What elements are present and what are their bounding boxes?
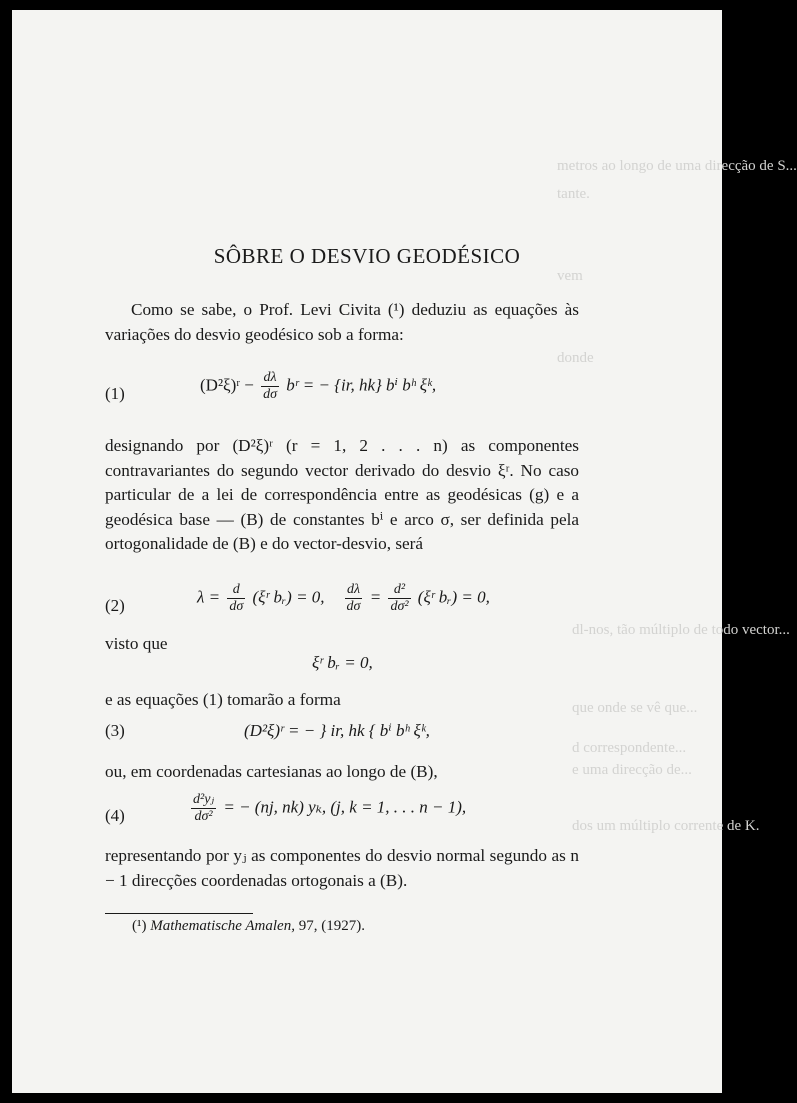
eq2-lhs: λ =	[197, 587, 221, 607]
equation-number: (1)	[105, 384, 125, 403]
paragraph-intro: Como se sabe, o Prof. Levi Civita (¹) deduziu as equações às variações do desvio geodésico sob a forma:	[105, 300, 579, 344]
footnote-source: Mathematische Amalen,	[150, 918, 295, 934]
eq2-fraction-b	[345, 582, 363, 615]
eq2-fraction-c	[388, 582, 410, 615]
paragraph-visto-que: visto que	[105, 634, 168, 653]
eq2-frac-a-numerator: d	[227, 582, 245, 599]
showthrough-line: metros ao longo de uma direcção de S...	[557, 158, 797, 174]
eq4-fraction	[191, 792, 216, 825]
eq2-a-rhs: (ξʳ bᵣ) = 0,	[252, 587, 325, 607]
eq2-frac-a-denominator: dσ	[229, 599, 244, 614]
eq4-frac-denominator: dσ²	[194, 809, 213, 824]
showthrough-line: d correspondente...	[572, 740, 687, 756]
eq2-fraction-a	[227, 582, 245, 615]
eq4-rhs: = − (nj, nk) yₖ, (j, k = 1, . . . n − 1),	[223, 797, 467, 817]
eq2-frac-c-denominator: dσ²	[390, 599, 409, 614]
showthrough-line: dl-nos, tão múltiplo de todo vector...	[572, 622, 790, 638]
eq2-equals: =	[369, 587, 382, 607]
page-title: SÔBRE O DESVIO GEODÉSICO	[213, 244, 521, 268]
showthrough-line: e uma direcção de...	[572, 762, 692, 778]
eq1-fraction	[261, 370, 279, 403]
eq1-frac-denominator: dσ	[263, 387, 277, 402]
equation-number: (3)	[105, 721, 125, 740]
equation-visto-que: ξʳ bᵣ = 0,	[312, 653, 373, 672]
eq1-rhs: bʳ = − {ir, hk} bⁱ bʰ ξᵏ,	[286, 375, 437, 395]
equation-number: (2)	[105, 596, 125, 615]
eq1-lhs: (D²ξ)ʳ −	[200, 375, 254, 395]
showthrough-line: dos um múltiplo corrente de K.	[572, 818, 760, 834]
paragraph-representando: representando por yⱼ as componentes do desvio normal segundo as n − 1 direcções coordenadas ortogonais a (B).	[105, 846, 579, 890]
showthrough-line: donde	[557, 350, 594, 366]
equation-3: (D²ξ)ʳ = − } ir, hk { bⁱ bʰ ξᵏ,	[244, 721, 430, 740]
footnote	[132, 918, 365, 935]
equation-number: (4)	[105, 806, 125, 825]
eq1-frac-numerator: dλ	[261, 370, 279, 387]
showthrough-line: vem	[557, 268, 583, 284]
eq2-frac-c-numerator: d²	[388, 582, 410, 599]
showthrough-line: que onde se vê que...	[572, 700, 698, 716]
equation-1	[200, 370, 436, 403]
eq4-frac-numerator: d²yⱼ	[193, 792, 215, 807]
eq2-frac-b-numerator: dλ	[345, 582, 363, 599]
page	[12, 10, 797, 1093]
paragraph-tomarao: e as equações (1) tomarão a forma	[105, 690, 341, 709]
equation-4	[188, 792, 466, 825]
footnote-details: 97, (1927).	[298, 918, 365, 934]
paragraph-after-eq1: designando por (D²ξ)ʳ (r = 1, 2 . . . n) as componentes contravariantes do segundo vector derivado do desvio ξʳ. No caso particular de a lei de correspondência entre as geodésicas (g) e a geodésica base — (B) de constantes bⁱ e arco σ, ser definida pela ortogonalidade de (B) e do vector-desvio, será	[105, 436, 579, 553]
equation-2	[197, 582, 490, 615]
footnote-divider	[105, 913, 253, 914]
eq2-frac-b-denominator: dσ	[346, 599, 361, 614]
paragraph-cartesianas: ou, em coordenadas cartesianas ao longo de (B),	[105, 762, 438, 781]
footnote-marker: (¹)	[132, 918, 147, 934]
showthrough-line: tante.	[557, 186, 590, 202]
eq2-c-rhs: (ξʳ bᵣ) = 0,	[417, 587, 490, 607]
